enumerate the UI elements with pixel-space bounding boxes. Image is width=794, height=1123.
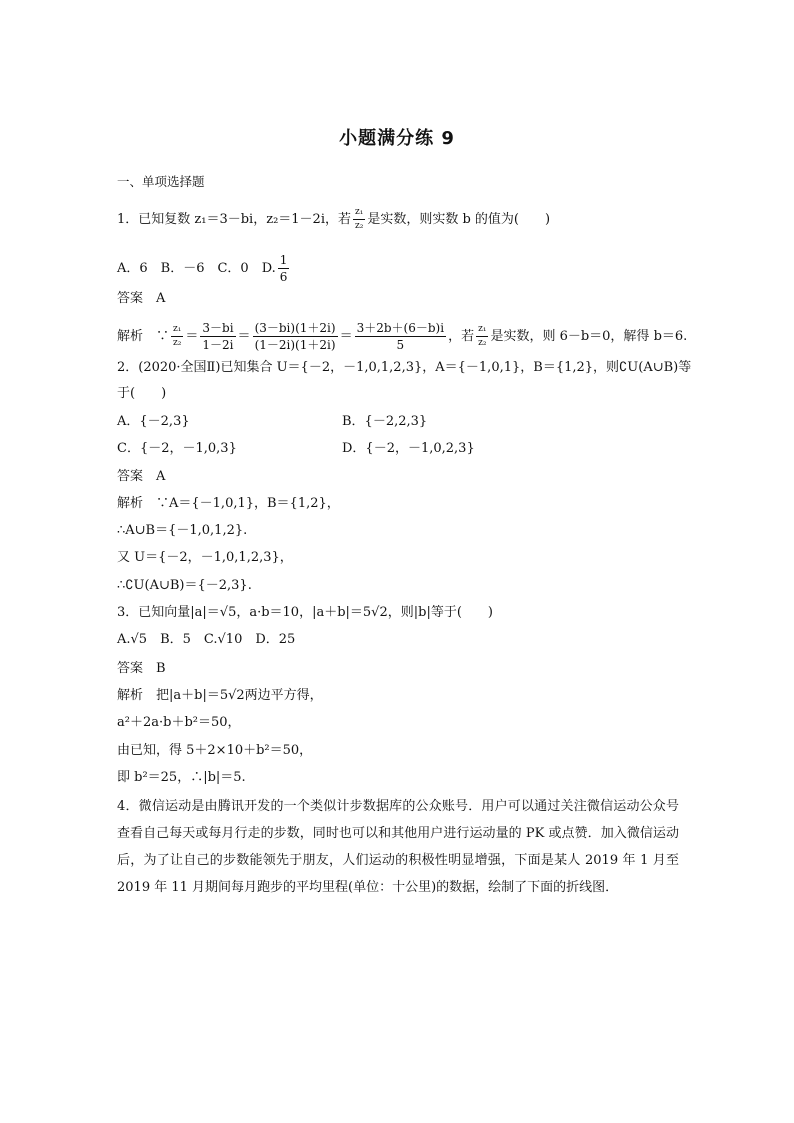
page-title: 小题满分练 9: [339, 128, 455, 149]
q2-option-d: D．{－2，－1,0,2,3}: [342, 441, 475, 456]
q1-stem-fraction: $\frac{\text{z₁}}{\text{z₂}}$: [354, 207, 364, 231]
question-2-stem-line1: 2．(2020·全国Ⅱ)已知集合 U＝{－2，－1,0,1,2,3}，A＝{－1,0,1}，B＝{1,2}，则∁U(A∪B)等: [117, 360, 692, 375]
question-1-stem: [117, 208, 685, 231]
question-3-solution-3: 由已知，得 5＋2×10＋b²＝50，: [117, 743, 313, 758]
q1-stem-after: 是实数，则实数 b 的值为( ): [367, 212, 551, 227]
question-1-answer: 答案 A: [117, 291, 166, 306]
question-4-paragraph: 4．微信运动是由腾讯开发的一个类似计步数据库的公众账号．用户可以通过关注微信运动公众号查看自己每天或每月行走的步数，同时也可以和其他用户进行运动量的 PK 或点赞．加入微信运动后，为了让自己的步数能领先于朋友，人们运动的积极性明显增强，下面是某人 2019 年 1 月至 2019 年 11 月期间每月跑步的平均里程(单位：十公里)的数据，绘制了下面的折线图．: [117, 799, 679, 895]
question-3-answer: 答案 B: [117, 661, 166, 676]
question-3-solution-2: a²＋2a·b＋b²＝50，: [117, 715, 241, 730]
question-2-solution-3: 又 U＝{－2，－1,0,1,2,3}，: [117, 550, 293, 565]
question-3-solution-1: 解析 把|a＋b|＝5√2两边平方得，: [117, 688, 323, 703]
question-2-stem-line2: 于( ): [117, 386, 167, 401]
question-3-stem: 3．已知向量|a|＝√5，a·b＝10，|a＋b|＝5√2，则|b|等于( ): [117, 605, 493, 620]
q2-option-a: A．{－2,3}: [117, 414, 190, 429]
question-1-solution: 解析 ∵ $\frac{\text{z₁}}{\text{z₂}}$ ＝ $\frac{3-bi}{1-2i}$ ＝ $\frac{(3-bi)(1+2i)}{(1-2i)(1+2i)}$ ＝ $\frac{3+2b+(6-b)i}{5}$ ，若 $\frac{\text{z₁}}{\text{z₂}}$ 是实数，则 6－b＝0，解得 b＝6.: [117, 321, 688, 352]
q2-option-b: B．{－2,2,3}: [342, 414, 428, 429]
section-heading: 一、单项选择题: [117, 174, 205, 189]
question-1-options: A．6 B．－6 C．0 D. $\frac{1}{6}$: [117, 253, 288, 284]
question-2-solution-2: ∴A∪B＝{－1,0,1,2}.: [117, 523, 248, 538]
q2-option-c: C．{－2，－1,0,3}: [117, 441, 237, 456]
question-2-solution-4: ∴∁U(A∪B)＝{－2,3}.: [117, 578, 252, 593]
question-2-solution-1: 解析 ∵A＝{－1,0,1}，B＝{1,2}，: [117, 496, 340, 511]
q1-option-d-fraction: $\frac{1}{6}$: [279, 253, 288, 284]
question-3-options: A.√5 B．5 C.√10 D．25: [117, 632, 296, 647]
question-2-answer: 答案 A: [117, 469, 166, 484]
question-3-solution-4: 即 b²＝25，∴|b|＝5.: [117, 770, 246, 785]
q1-stem-before: 1．已知复数 z₁＝3－bi，z₂＝1－2i，若: [117, 212, 351, 227]
